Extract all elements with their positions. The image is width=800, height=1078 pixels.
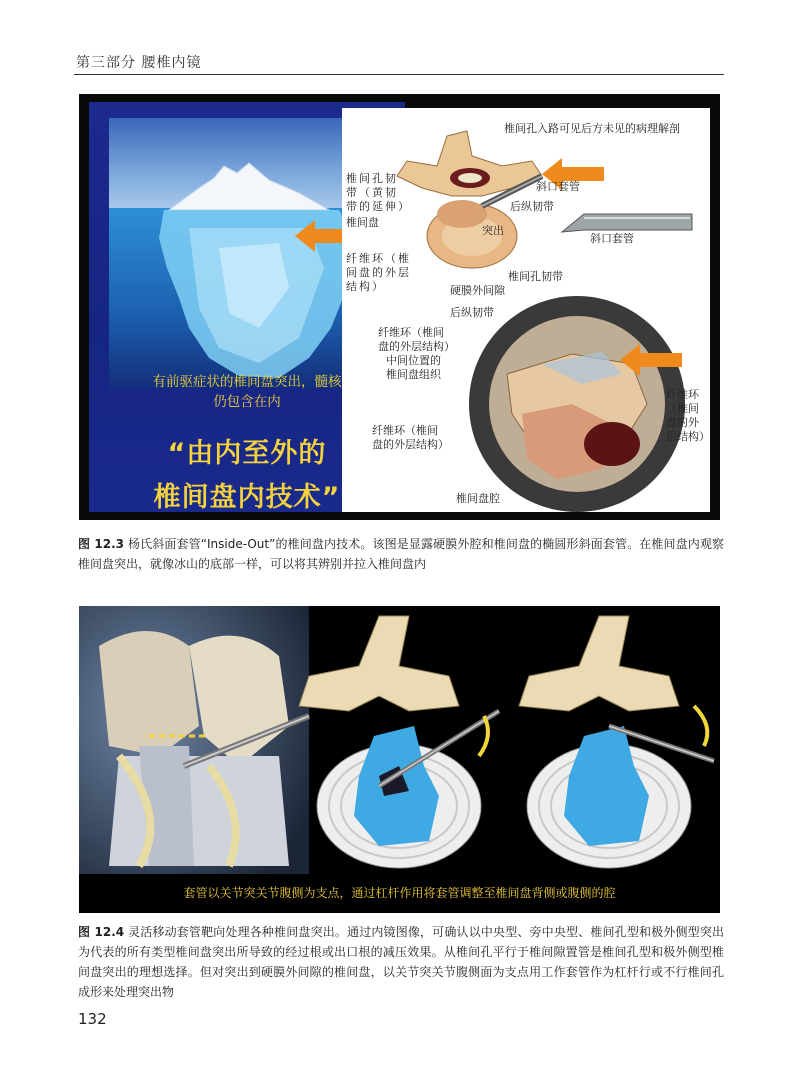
label-disc-cavity: 椎间盘腔 — [456, 492, 500, 505]
endoscopic-view — [462, 294, 692, 514]
slogan-line-2: 椎间盘内技术” — [153, 482, 341, 513]
caption-label: 图 12.3 — [78, 537, 125, 551]
page-number: 132 — [78, 1010, 107, 1028]
label-plll-b: 后纵韧带 — [450, 306, 494, 319]
label-line: 纤维环 — [666, 388, 699, 401]
label-line: 结构） — [346, 280, 385, 293]
top-note: 椎间孔入路可见后方未见的病理解剖 — [504, 122, 680, 135]
label-protrusion: 突出 — [482, 224, 504, 237]
label-line: 盘的外 — [666, 416, 699, 429]
label-plll: 后纵韧带 — [510, 200, 554, 213]
running-header — [74, 52, 724, 75]
axial-view-1 — [299, 616, 499, 868]
label-annulus-c — [372, 424, 449, 452]
label-foraminal-ligament-b: 椎间孔韧带 — [508, 270, 563, 283]
figure-12-4-caption — [78, 922, 724, 1002]
label-foraminal-ligament — [346, 172, 411, 214]
anatomy-panel — [342, 108, 710, 512]
figure-12-3-caption — [78, 534, 724, 574]
label-line: （椎间 — [666, 402, 699, 415]
label-line: 带的延伸） — [346, 200, 411, 213]
label-middle-disc — [386, 354, 441, 382]
caption-text: 杨氏斜面套管“Inside-Out”的椎间盘内技术。该图是显露硬膜外腔和椎间盘的椭圆形斜面套管。在椎间盘内观察椎间盘突出，就像冰山的底部一样，可以将其辨别并拉入椎间盘内 — [78, 537, 724, 571]
left-caption-line-1: 有前驱症状的椎间盘突出，髓核 — [152, 374, 342, 390]
caption-label: 图 12.4 — [78, 925, 125, 939]
arrow-left-icon-3 — [620, 342, 684, 378]
label-epidural-space: 硬膜外间隙 — [450, 284, 505, 297]
label-bevel-cannula-a: 斜口套管 — [536, 180, 580, 193]
label-line: 中间位置的 — [386, 354, 441, 367]
figure-12-4-banner: 套管以关节突关节腹侧为支点，通过杠杆作用将套管调整至椎间盘背侧或腹侧的腔 — [183, 886, 616, 900]
label-annulus-b — [378, 326, 455, 354]
section-title: 第三部分 腰椎内镜 — [76, 55, 202, 71]
label-line: 纤维环（椎 — [346, 252, 411, 265]
spine-illustrations — [79, 606, 720, 874]
left-caption-line-2: 仍包含在内 — [213, 394, 281, 410]
label-disc: 椎间盘 — [346, 216, 379, 229]
label-annulus-d — [666, 388, 710, 444]
figure-12-3 — [79, 94, 720, 520]
label-line: 层结构） — [666, 430, 710, 443]
label-line: 盘的外层结构） — [378, 340, 455, 353]
label-line: 间盘的外层 — [346, 266, 411, 279]
label-line: 带（黄韧 — [346, 186, 398, 199]
label-line: 椎间孔韧 — [346, 172, 398, 185]
label-line: 纤维环（椎间 — [378, 326, 444, 339]
label-bevel-cannula-b: 斜口套管 — [590, 232, 634, 245]
label-line: 椎间盘组织 — [386, 368, 441, 381]
slogan-line-1: “由内至外的 — [167, 438, 327, 469]
label-annulus-a — [346, 252, 411, 294]
figure-12-4 — [79, 606, 720, 913]
axial-view-2 — [519, 616, 714, 868]
caption-text: 灵活移动套管靶向处理各种椎间盘突出。通过内镜图像，可确认以中央型、旁中央型、椎间孔型和极外侧型突出为代表的所有类型椎间盘突出所导致的经过根或出口根的减压效果。从椎间孔平行于椎间隙置管是椎间孔型和极外侧型椎间盘突出的理想选择。但对突出到硬膜外间隙的椎间盘，以关节突关节腹侧面为支点用工作套管作为杠杆行或不行椎间孔成形来处理突出物 — [78, 925, 724, 999]
label-line: 纤维环（椎间 — [372, 424, 438, 437]
label-line: 盘的外层结构） — [372, 438, 449, 451]
